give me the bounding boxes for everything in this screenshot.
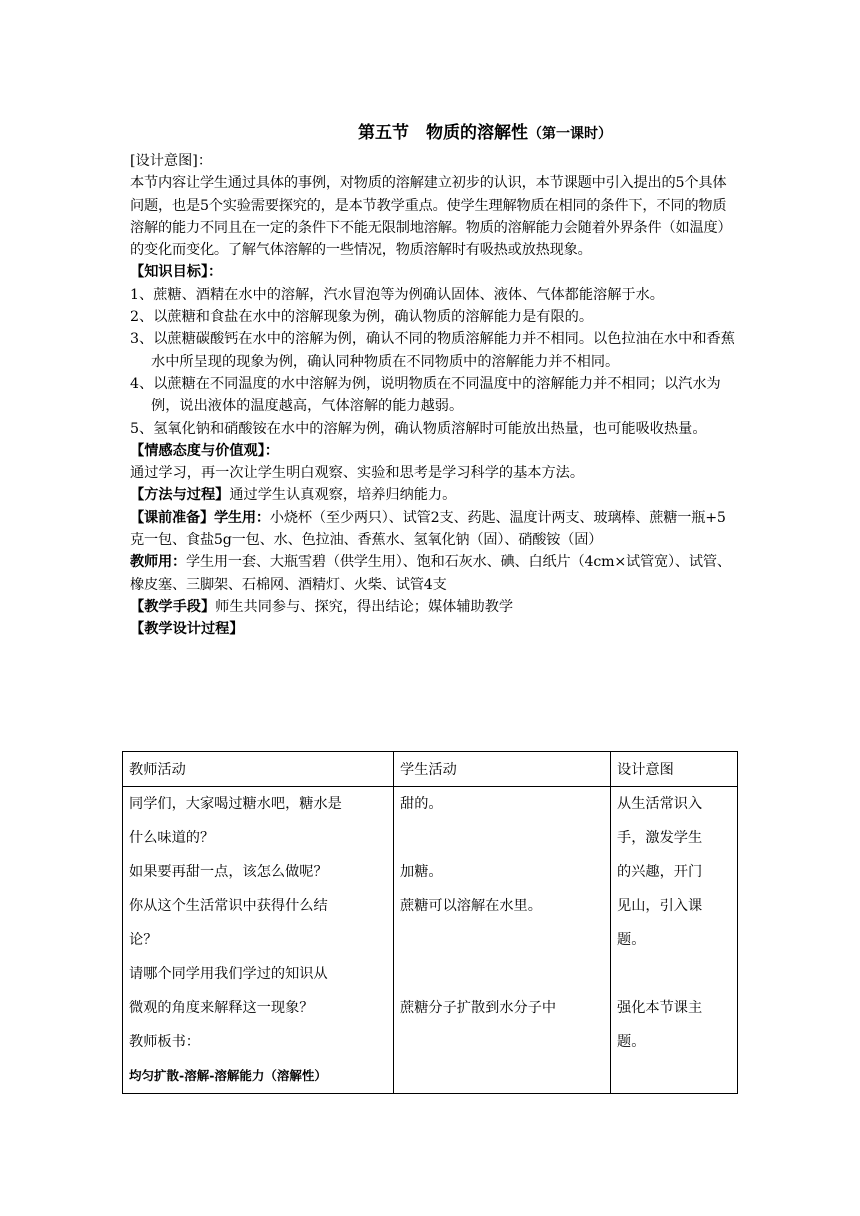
teacher-line: 什么味道的？ bbox=[129, 830, 215, 846]
prep-teacher-label: 教师用： bbox=[130, 554, 186, 571]
intent-line: 从生活常识入 bbox=[617, 796, 703, 812]
header-teacher-activity: 教师活动 bbox=[123, 752, 394, 787]
teacher-activity-cell bbox=[123, 787, 394, 1094]
student-activity-cell bbox=[394, 787, 611, 1094]
emotion-text: 通过学习，再一次让学生明白观察、实验和思考是学习科学的基本方法。 bbox=[130, 465, 585, 482]
teacher-line: 请哪个同学用我们学过的知识从 bbox=[129, 966, 328, 982]
prep-student-label: 学生用： bbox=[213, 509, 270, 526]
method-heading: 【方法与过程】 bbox=[130, 487, 230, 504]
intent-line bbox=[617, 957, 731, 991]
student-line bbox=[400, 957, 604, 991]
title-sub: （第一课时） bbox=[528, 126, 612, 142]
teacher-line: 教师板书： bbox=[129, 1034, 200, 1050]
intent-line: 强化本节课主 bbox=[617, 1000, 703, 1016]
means-text: 师生共同参与、探究，得出结论；媒体辅助教学 bbox=[215, 598, 514, 615]
student-line bbox=[400, 1059, 604, 1093]
prep-teacher-text: 学生用一套、大瓶雪碧（供学生用）、饱和石灰水、碘、白纸片（4cm×试管宽）、试管、橡皮塞、三脚架、石棉网、酒精灯、火柴、试管4支 bbox=[130, 554, 731, 593]
page-title bbox=[358, 118, 612, 143]
design-intent-text: 本节内容让学生通过具体的事例，对物质的溶解建立初步的认识，本节课题中引入提出的5个具体问题，也是5个实验需要探究的，是本节教学重点。使学生理解物质在相同的条件下，不同的物质溶解的能力不同且在一定的条件下不能无限制地溶解。物质的溶解能力会随着外界条件（如温度）的变化而变化。了解气体溶解的一些情况，物质溶解时有吸热或放热现象。 bbox=[130, 175, 732, 259]
teacher-line: 同学们，大家喝过糖水吧，糖水是 bbox=[129, 796, 342, 812]
teacher-line: 如果要再甜一点，该怎么做呢？ bbox=[129, 864, 328, 880]
knowledge-item-1: 1、蔗糖、酒精在水中的溶解，汽水冒泡等为例确认固体、液体、气体都能溶解于水。 bbox=[130, 286, 664, 303]
design-intent-heading: [设计意图]： bbox=[130, 153, 213, 169]
student-line: 甜的。 bbox=[400, 796, 443, 812]
header-design-intent: 设计意图 bbox=[611, 752, 738, 787]
method-text: 通过学生认真观察，培养归纳能力。 bbox=[229, 487, 457, 504]
intent-line: 手，激发学生 bbox=[617, 830, 703, 846]
means-heading: 【教学手段】 bbox=[130, 598, 216, 615]
intent-line: 的兴趣，开门 bbox=[617, 864, 703, 880]
student-line bbox=[400, 923, 604, 957]
blackboard-note: 均匀扩散-溶解-溶解能力（溶解性） bbox=[129, 1068, 327, 1083]
header-student-activity: 学生活动 bbox=[394, 752, 611, 787]
process-heading: 【教学设计过程】 bbox=[130, 621, 244, 638]
method-paragraph bbox=[130, 484, 736, 506]
student-line: 蔗糖分子扩散到水分子中 bbox=[400, 1000, 557, 1016]
knowledge-item-5: 5、氢氧化钠和硝酸铵在水中的溶解为例，确认物质溶解时可能放出热量，也可能吸收热量。 bbox=[130, 420, 707, 437]
prep-student-text: 小烧杯（至少两只）、试管2支、药匙、温度计两支、玻璃棒、蔗糖一瓶+5克一包、食盐5g一包、水、色拉油、香蕉水、氢氧化钠（固）、硝酸铵（固） bbox=[130, 509, 726, 549]
student-line bbox=[400, 821, 604, 855]
intent-line: 见山，引入课 bbox=[617, 898, 703, 914]
prep-teacher-paragraph bbox=[130, 551, 736, 596]
prep-heading: 【课前准备】 bbox=[130, 509, 214, 526]
table-header-row bbox=[123, 752, 738, 787]
student-line: 加糖。 bbox=[400, 864, 443, 880]
table-row bbox=[123, 787, 738, 1094]
means-paragraph bbox=[130, 596, 736, 618]
intent-line bbox=[617, 1059, 731, 1093]
student-line bbox=[400, 1025, 604, 1059]
knowledge-heading: 【知识目标】： bbox=[130, 264, 223, 281]
title-main: 第五节 物质的溶解性 bbox=[358, 123, 528, 143]
prep-paragraph bbox=[130, 507, 736, 552]
teacher-line: 微观的角度来解释这一现象？ bbox=[129, 1000, 314, 1016]
teacher-line: 你从这个生活常识中获得什么结 bbox=[129, 898, 328, 914]
design-intent-cell bbox=[611, 787, 738, 1094]
intent-line: 题。 bbox=[617, 932, 646, 948]
lesson-body bbox=[130, 150, 736, 641]
knowledge-item-3: 3、以蔗糖碳酸钙在水中的溶解为例，确认不同的物质溶解能力并不相同。以色拉油在水中和香蕉水中所呈现的现象为例，确认同种物质在不同物质中的溶解能力并不相同。 bbox=[130, 331, 735, 370]
teaching-design-table bbox=[122, 751, 738, 1094]
teacher-line: 论？ bbox=[129, 932, 158, 948]
intent-line: 题。 bbox=[617, 1034, 646, 1050]
emotion-heading: 【情感态度与价值观】： bbox=[130, 442, 279, 459]
knowledge-item-2: 2、以蔗糖和食盐在水中的溶解现象为例，确认物质的溶解能力是有限的。 bbox=[130, 309, 594, 326]
student-line: 蔗糖可以溶解在水里。 bbox=[400, 898, 542, 914]
knowledge-item-4: 4、以蔗糖在不同温度的水中溶解为例，说明物质在不同温度中的溶解能力并不相同；以汽水为例，说出液体的温度越高，气体溶解的能力越弱。 bbox=[130, 375, 721, 415]
